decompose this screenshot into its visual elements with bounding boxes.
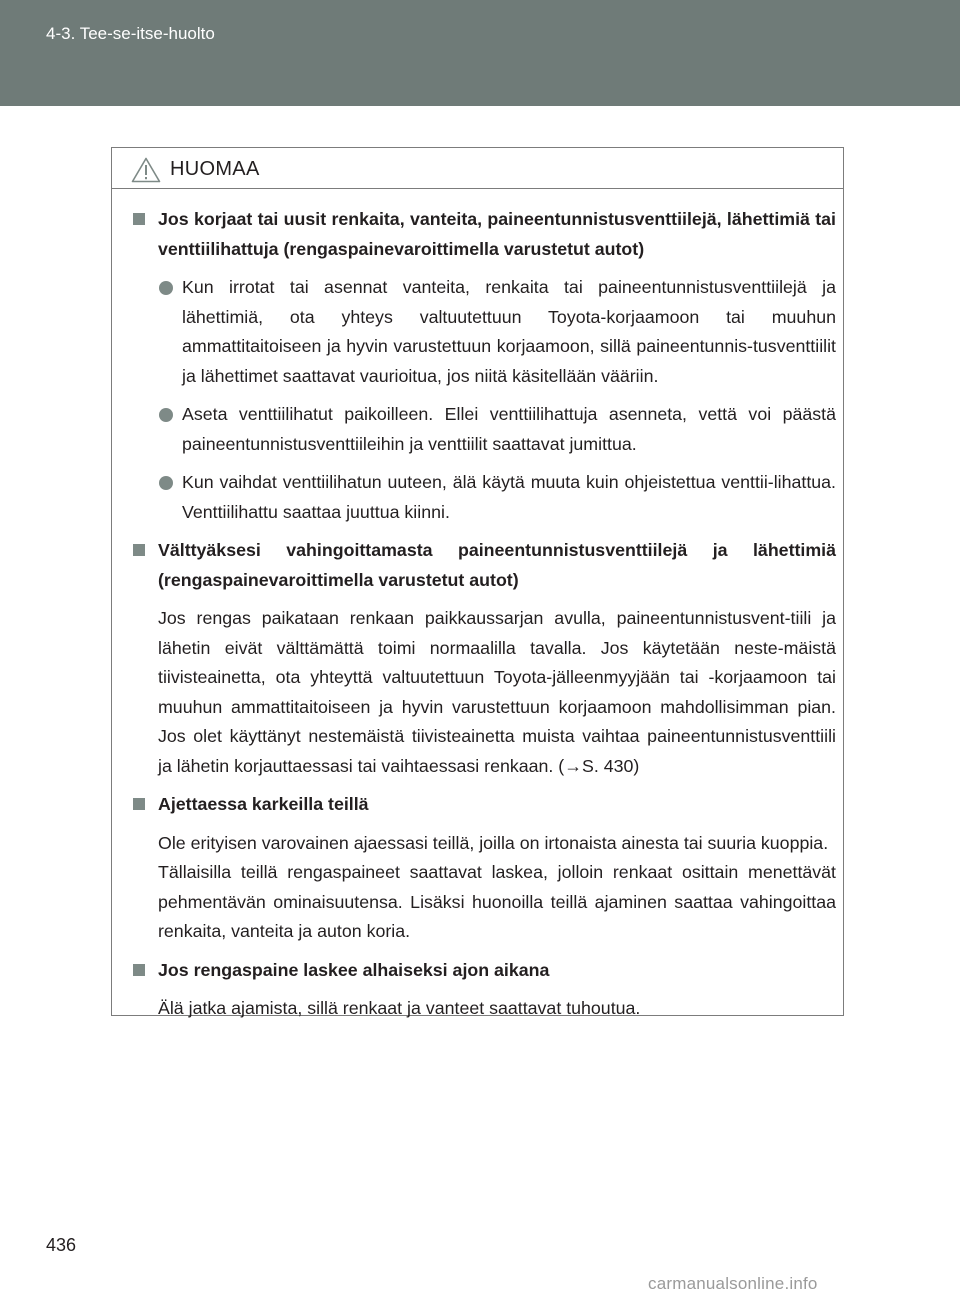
bullet-item: Kun vaihdat venttiilihatun uuteen, älä käytä muuta kuin ohjeistettua venttii-lihattua. Venttiilihattu saattaa juuttua kiinni.	[132, 468, 836, 527]
warning-triangle-icon	[131, 157, 161, 183]
caution-title: HUOMAA	[170, 158, 260, 180]
circle-bullet-icon	[159, 476, 173, 490]
caution-box	[111, 147, 844, 1016]
section-heading: Jos korjaat tai uusit renkaita, vanteita, paineentunnistusventtiilejä, lähettimiä tai venttiilihattuja (rengaspainevaroittimella varustetut autot)	[132, 205, 836, 264]
bullet-item: Kun irrotat tai asennat vanteita, renkaita tai paineentunnistusventtiilejä ja lähettimiä, ota yhteys valtuutettuun Toyota-korjaamoon tai muuhun ammattitaitoiseen ja hyvin varustettuun korjaamoon, sillä paineentunnis-tusventtiilit ja lähettimet saattavat vaurioitua, jos niitä käsitellään vääriin.	[132, 273, 836, 391]
circle-bullet-icon	[159, 281, 173, 295]
caution-body	[112, 189, 843, 1033]
header-band	[0, 0, 960, 106]
page-number: 436	[46, 1235, 77, 1255]
section-title: 4-3. Tee-se-itse-huolto	[46, 24, 215, 43]
paragraph: Jos rengas paikataan renkaan paikkaussarjan avulla, paineentunnistusvent-tiili ja lähetin eivät välttämättä toimi normaalilla tavalla. Jos käytetään neste-mäistä tiivisteainetta, ota yhteyttä valtuutettuun Toyota-jälleenmyyjään tai -korjaamoon tai muuhun ammattitaitoiseen ja hyvin varustettuun korjaamoon mahdollisimman pian. Jos olet käyttänyt nestemäistä tiivisteainetta muista vaihtaa paineentunnistusventtiili ja lähetin korjauttaessasi tai vaihtaessasi renkaan. (→S. 430)	[158, 608, 836, 776]
paragraph: Älä jatka ajamista, sillä renkaat ja vanteet saattavat tuhoutua.	[158, 998, 641, 1018]
square-bullet-icon	[133, 213, 145, 225]
watermark: carmanualsonline.info	[648, 1274, 818, 1293]
square-bullet-icon	[133, 798, 145, 810]
square-bullet-icon	[133, 544, 145, 556]
caution-header	[112, 148, 843, 189]
circle-bullet-icon	[159, 408, 173, 422]
square-bullet-icon	[133, 964, 145, 976]
bullet-item: Aseta venttiilihatut paikoilleen. Ellei venttiilihattuja asenneta, vettä voi päästä paineentunnistusventtiileihin ja venttiilit saattavat jumittua.	[132, 400, 836, 459]
section-heading: Jos rengaspaine laskee alhaiseksi ajon aikana	[132, 956, 836, 986]
section-heading: Välttyäksesi vahingoittamasta paineentunnistusventtiilejä ja lähettimiä (rengaspainevaroittimella varustetut autot)	[132, 536, 836, 595]
paragraph: Ole erityisen varovainen ajaessasi teillä, joilla on irtonaista ainesta tai suuria kuoppia.	[158, 832, 829, 853]
paragraph: Tällaisilla teillä rengaspaineet saattavat laskea, jolloin renkaat osittain menettävät pehmentävän ominaisuutensa. Lisäksi huonoilla teillä ajaminen saattaa vahingoittaa renkaita, vanteita ja auton koria.	[158, 862, 836, 941]
section-heading: Ajettaessa karkeilla teillä	[132, 790, 836, 820]
